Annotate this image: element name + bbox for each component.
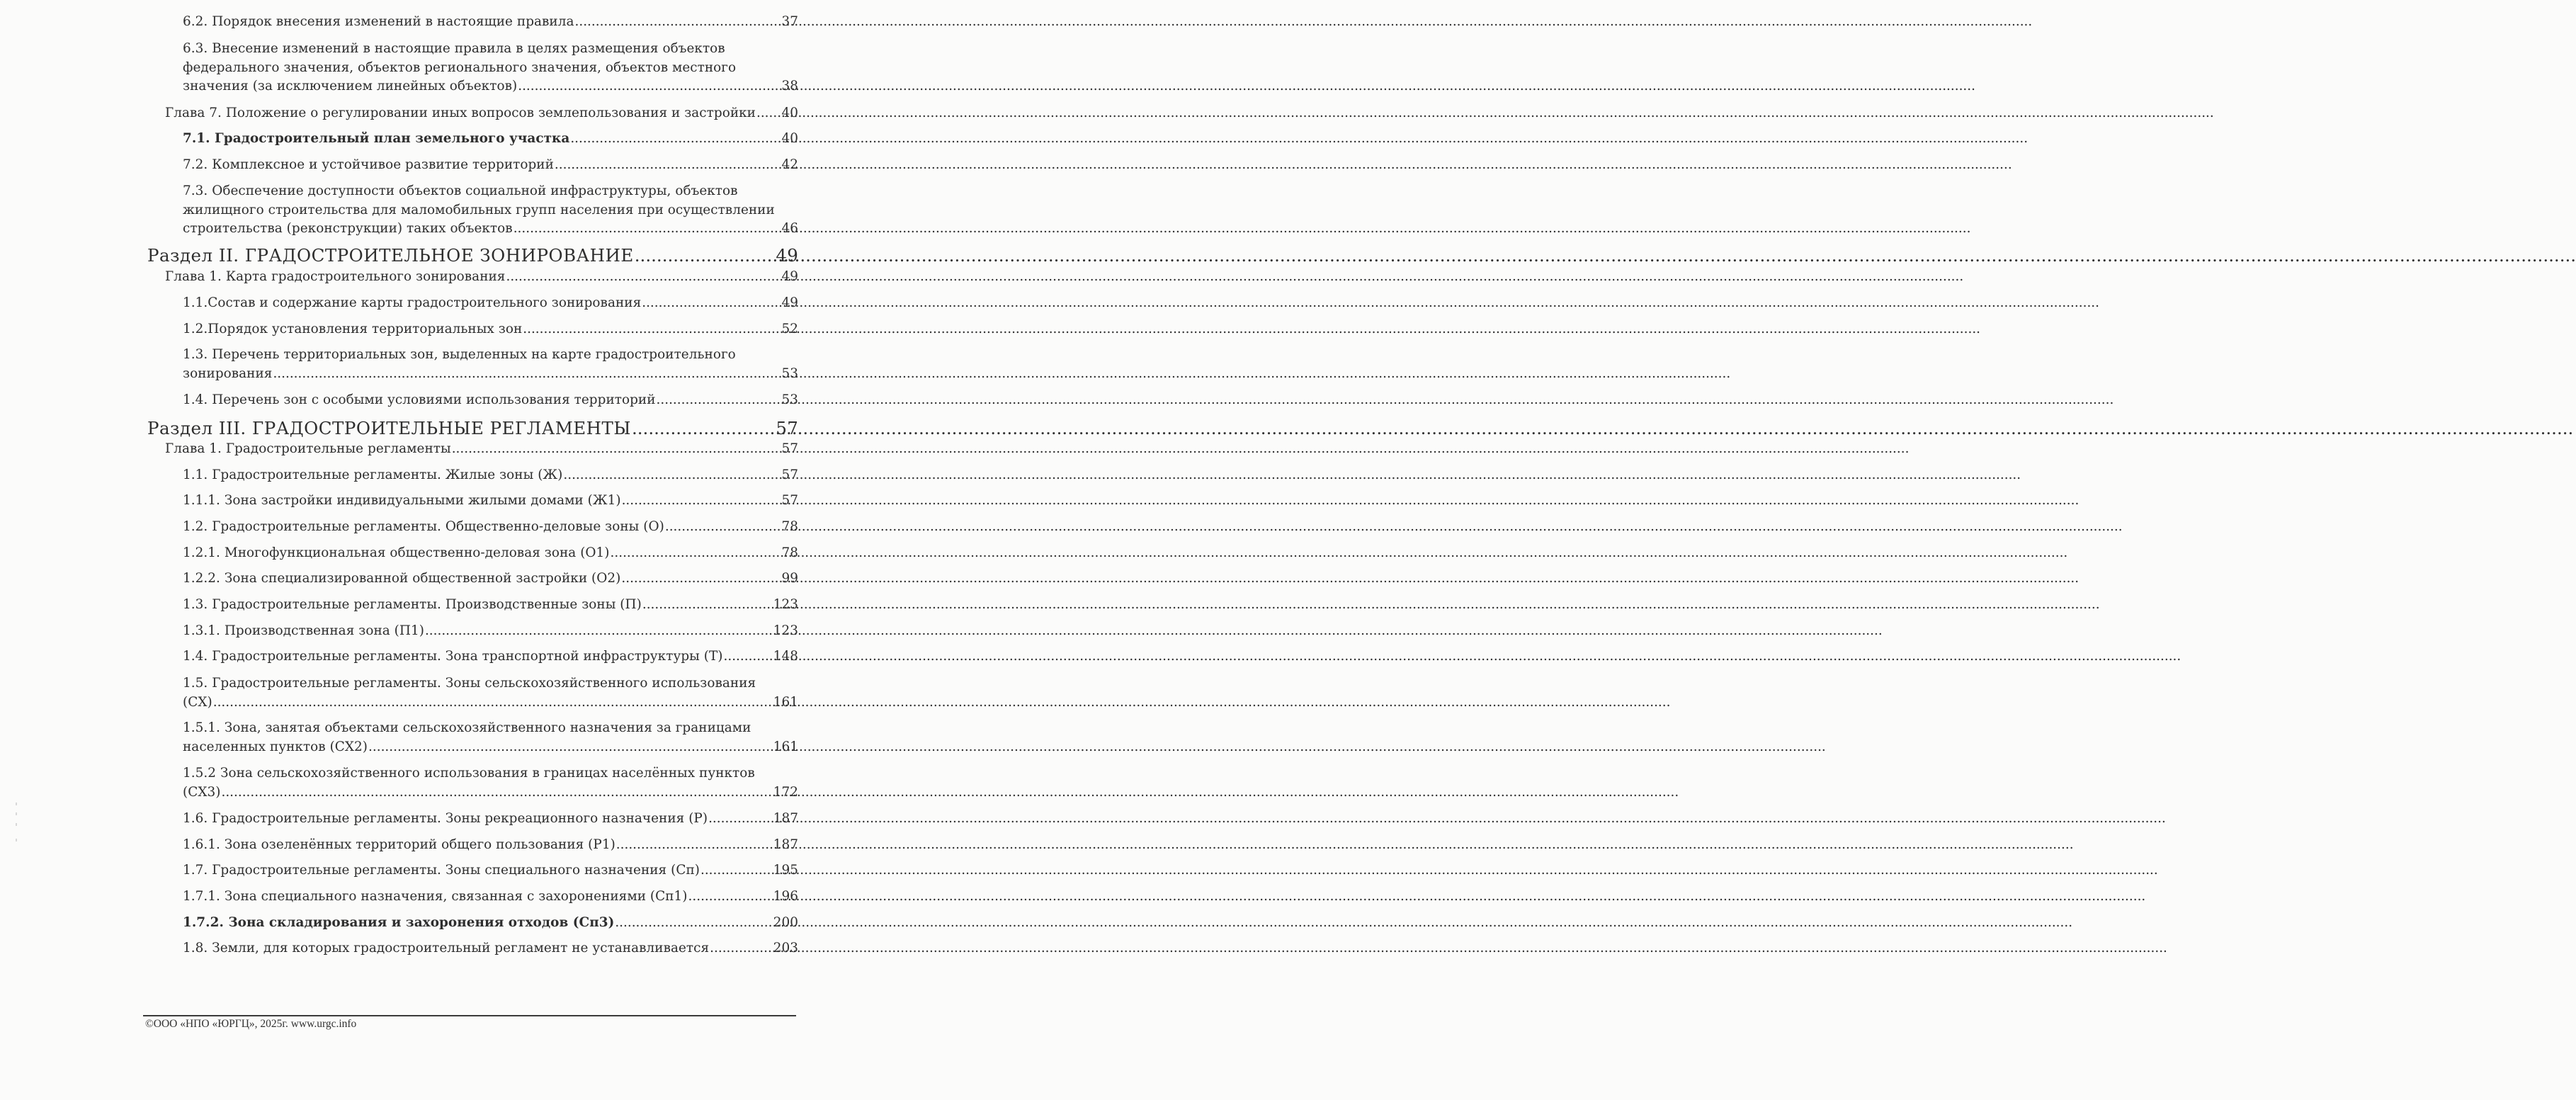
toc-page-number: 40: [781, 106, 798, 120]
toc-entry-title-line: 6.3. Внесение изменений в настоящие правила в целях размещения объектов: [183, 41, 725, 56]
toc-page-number: 78: [781, 519, 798, 534]
toc-section-entry: [147, 417, 798, 440]
toc-entry-title-line: 1.5. Градостроительные регламенты. Зоны сельскохозяйственного использования: [183, 676, 756, 691]
toc-entry: [183, 914, 798, 933]
footer-copyright: ©ООО «НПО «ЮРГЦ», 2025г. www.urgc.info: [145, 1018, 357, 1030]
toc-entry-title: значения (за исключением линейных объектов): [183, 79, 518, 93]
toc-entry-title: 1.4. Градостроительные регламенты. Зона транспортной инфраструктуры (Т): [183, 649, 723, 664]
toc-section-entry: [147, 244, 798, 267]
toc-page-number: 42: [781, 157, 798, 172]
toc-entry-title: 1.7. Градостроительные регламенты. Зоны специального назначения (Сп): [183, 863, 700, 878]
toc-entry-title: 1.8. Земли, для которых градостроительный регламент не устанавливается: [183, 941, 710, 956]
toc-page-number: 195: [773, 863, 798, 878]
toc-entry-title-line: 1.5.1. Зона, занятая объектами сельскохозяйственного назначения за границами: [183, 720, 751, 735]
toc-entry: [183, 647, 798, 667]
toc-page-number: 187: [773, 811, 798, 826]
leader-dots: [642, 596, 773, 615]
toc-chapter-entry: [165, 268, 798, 287]
toc-page-number: 57: [776, 418, 798, 438]
toc-entry-title: 1.2.2. Зона специализированной общественной застройки (О2): [183, 571, 621, 586]
toc-page-number: 123: [773, 597, 798, 612]
toc-entry-title: (СХ3): [183, 784, 221, 800]
toc-entry: [183, 544, 798, 563]
toc-entry-title: Раздел II. ГРАДОСТРОИТЕЛЬНОЕ ЗОНИРОВАНИЕ: [147, 245, 634, 266]
toc-page-number: 196: [773, 889, 798, 904]
toc-entry-title: строительства (реконструкции) таких объектов: [183, 221, 513, 236]
leader-dots: [615, 914, 772, 933]
leader-dots: [622, 492, 781, 511]
toc-chapter-entry: [165, 440, 798, 459]
leader-dots: [514, 220, 781, 239]
toc-entry-number: 1.1.: [183, 295, 208, 310]
toc-entry-title: 1.6.1. Зона озеленённых территорий общего пользования (Р1): [183, 837, 615, 852]
toc-entry: [183, 182, 798, 239]
toc-entry-title: 7.2. Комплексное и устойчивое развитие территорий: [183, 157, 554, 172]
toc-page-number: 57: [781, 493, 798, 508]
toc-page-number: 203: [773, 941, 798, 956]
toc-entry: [183, 40, 798, 96]
toc-entry: [183, 719, 798, 756]
toc-entry-title-line: федерального значения, объектов регионального значения, объектов местного: [183, 59, 737, 75]
leader-dots: [555, 156, 781, 175]
leader-dots: [563, 466, 781, 485]
toc-page-number: 40: [781, 131, 798, 146]
toc-entry-title: 1.1.1. Зона застройки индивидуальными жилыми домами (Ж1): [183, 493, 621, 508]
toc-entry: [183, 466, 798, 485]
leader-dots: [756, 104, 781, 123]
leader-dots: [700, 861, 773, 880]
toc-entry-title: Глава 1. Градостроительные регламенты: [165, 441, 451, 456]
leader-dots: [506, 268, 781, 287]
toc-page-number: 187: [773, 837, 798, 852]
leader-dots: [642, 294, 781, 313]
toc-entry-title: Порядок установления территориальных зон: [208, 322, 523, 336]
leader-dots: [657, 391, 781, 410]
toc-page-number: 49: [781, 295, 798, 310]
toc-entry-title: 1.3.1. Производственная зона (П1): [183, 623, 424, 638]
toc-entry-title-line: 7.3. Обеспечение доступности объектов социальной инфраструктуры, объектов: [183, 183, 738, 198]
leader-dots: [518, 77, 781, 96]
toc-entry-title: населенных пунктов (СХ2): [183, 739, 368, 754]
toc-page-number: 53: [781, 392, 798, 407]
toc-entry-title: Состав и содержание карты градостроительного зонирования: [208, 295, 642, 310]
scan-mark: [16, 823, 17, 826]
leader-dots: [688, 888, 773, 907]
toc-page-number: 37: [781, 14, 798, 29]
toc-entry: [183, 888, 798, 907]
toc-entry: [183, 810, 798, 829]
toc-entry: [183, 836, 798, 855]
scan-mark: [16, 812, 17, 815]
leader-dots: [724, 647, 773, 667]
leader-dots: [708, 810, 773, 829]
leader-dots: [425, 622, 773, 641]
toc-entry: [183, 130, 798, 149]
toc-entry: [183, 156, 798, 175]
toc-entry: [183, 346, 798, 383]
toc-page-number: 148: [773, 649, 798, 664]
toc-entry-title: 1.4. Перечень зон с особыми условиями использования территорий: [183, 392, 656, 407]
toc-entry: [183, 764, 798, 802]
toc-page-number: 49: [776, 245, 798, 266]
leader-dots: [221, 783, 772, 803]
toc-page-number: 52: [781, 322, 798, 336]
toc-entry: [183, 596, 798, 615]
toc-entry-title-line: 1.5.2 Зона сельскохозяйственного использования в границах населённых пунктов: [183, 766, 755, 781]
toc-entry: [183, 294, 798, 313]
scan-mark: [16, 803, 17, 805]
scan-mark: [16, 839, 17, 841]
toc-entry-title: 7.1. Градостроительный план земельного участка: [183, 131, 570, 146]
toc-entry: [183, 391, 798, 410]
leader-dots: [452, 440, 781, 459]
toc-entry: [183, 861, 798, 880]
toc-page-number: 53: [781, 365, 798, 381]
toc-page-number: 49: [781, 269, 798, 284]
leader-dots: [635, 244, 776, 267]
toc-entry: [183, 320, 798, 339]
toc-page-number: 38: [781, 79, 798, 93]
leader-dots: [368, 738, 773, 757]
leader-dots: [621, 569, 781, 589]
toc-entry: [183, 492, 798, 511]
leader-dots: [710, 939, 773, 958]
toc-entry-title: 1.6. Градостроительные регламенты. Зоны рекреационного назначения (Р): [183, 811, 708, 826]
leader-dots: [575, 13, 781, 32]
toc-page-number: 78: [781, 545, 798, 560]
toc-entry-title: 1.7.2. Зона складирования и захоронения отходов (Сп3): [183, 915, 615, 930]
toc-entry-title: зонирования: [183, 365, 273, 381]
toc-entry-title: Раздел III. ГРАДОСТРОИТЕЛЬНЫЕ РЕГЛАМЕНТЫ: [147, 418, 631, 438]
toc-page-number: 123: [773, 623, 798, 638]
toc-entry-title: 1.2. Градостроительные регламенты. Общественно-деловые зоны (О): [183, 519, 664, 534]
toc-entry: [183, 518, 798, 537]
toc-entry-title: (СХ): [183, 694, 212, 710]
leader-dots: [616, 836, 773, 855]
toc-entry: [183, 674, 798, 712]
leader-dots: [523, 320, 781, 339]
toc-chapter-entry: [165, 104, 798, 123]
toc-entry-title: Глава 1. Карта градостроительного зонирования: [165, 269, 506, 284]
toc-entry-title: 1.2.1. Многофункциональная общественно-деловая зона (О1): [183, 545, 610, 560]
toc-entry: [183, 622, 798, 641]
toc-entry-number: 1.2.: [183, 322, 208, 336]
toc-page-number: 161: [773, 739, 798, 754]
toc-entry-title: 1.3. Градостроительные регламенты. Производственные зоны (П): [183, 597, 642, 612]
footer-divider: [143, 1015, 796, 1016]
toc-page-number: 57: [781, 441, 798, 456]
leader-dots: [611, 544, 781, 563]
toc-page-number: 200: [773, 915, 798, 930]
leader-dots: [273, 365, 781, 384]
toc-entry-title: 1.1. Градостроительные регламенты. Жилые зоны (Ж): [183, 467, 563, 482]
toc-page-number: 161: [773, 694, 798, 710]
toc-page-number: 57: [781, 467, 798, 482]
toc-entry-title: 1.7.1. Зона специального назначения, связанная с захоронениями (Сп1): [183, 889, 688, 904]
toc-page-number: 46: [781, 221, 798, 236]
leader-dots: [632, 417, 775, 440]
toc-entry-title-line: жилищного строительства для маломобильных групп населения при осуществлении: [183, 202, 775, 217]
toc-entry-title-line: 1.3. Перечень территориальных зон, выделенных на карте градостроительного: [183, 347, 736, 362]
toc-entry-title: Глава 7. Положение о регулировании иных вопросов землепользования и застройки: [165, 106, 756, 120]
toc-page-number: 172: [773, 784, 798, 800]
leader-dots: [213, 693, 773, 713]
toc-entry: [183, 939, 798, 958]
toc-entry: [183, 569, 798, 589]
toc-entry-title: 6.2. Порядок внесения изменений в настоящие правила: [183, 14, 574, 29]
toc-page-number: 99: [781, 571, 798, 586]
toc-entry: [183, 13, 798, 32]
leader-dots: [665, 518, 781, 537]
leader-dots: [570, 130, 781, 149]
